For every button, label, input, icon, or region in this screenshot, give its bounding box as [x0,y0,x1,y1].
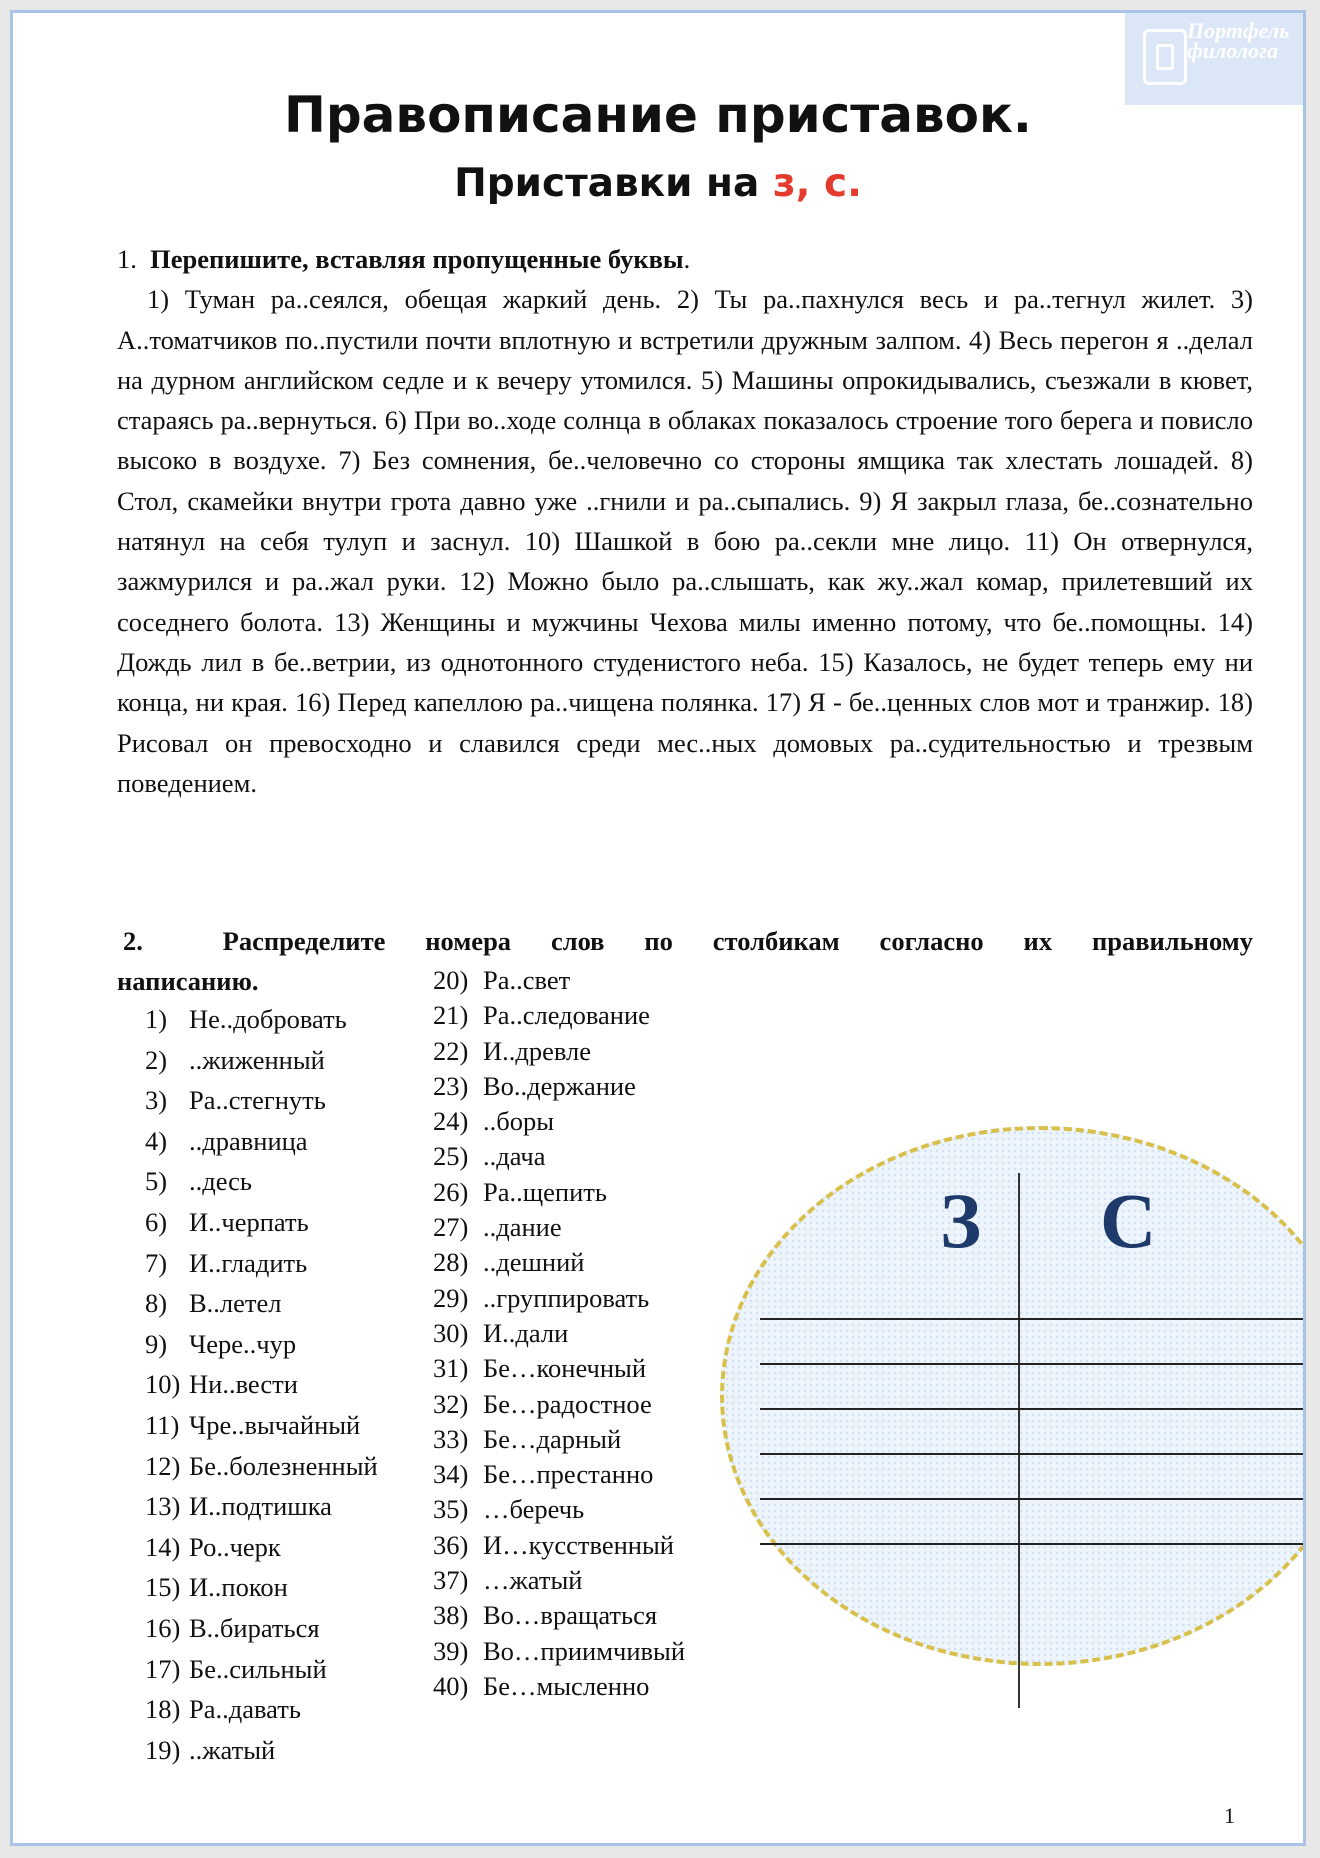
item-number: 22) [433,1035,469,1066]
list-item [145,1283,378,1324]
subtitle-highlight: з, с. [772,161,862,206]
task-2-instruction-line1 [117,921,1253,961]
list-item [145,999,378,1040]
list-item [433,1351,685,1386]
list-item [433,1563,685,1598]
item-number: 40) [433,1670,469,1701]
list-item [145,1324,378,1365]
list-item [145,1649,378,1690]
item-word: Бе…дарный [483,1423,622,1454]
item-word: Бе…конечный [483,1353,647,1384]
item-word: И..черпать [189,1206,309,1237]
list-item [433,1034,685,1069]
answer-line [760,1408,1306,1410]
item-number: 34) [433,1459,469,1490]
item-word: ..жатый [189,1734,276,1765]
task-1 [117,239,1253,803]
item-number: 21) [433,1000,469,1031]
item-number: 1) [145,1004,168,1034]
item-word: ..дравница [189,1125,308,1156]
task-1-instruction-end: . [683,244,691,274]
item-word: Чре..вычайный [189,1409,361,1440]
item-word: Во..держание [483,1070,636,1101]
item-number: 29) [433,1282,469,1313]
list-item [145,1486,378,1527]
item-number: 23) [433,1070,469,1101]
answer-line [760,1543,1306,1545]
list-item [433,1281,685,1316]
item-number: 25) [433,1141,469,1172]
item-word: Бе…радостное [483,1388,652,1419]
item-number: 39) [433,1635,469,1666]
item-word: …беречь [483,1494,585,1525]
list-item [433,1492,685,1527]
list-item [145,1527,378,1568]
list-item [433,1210,685,1245]
item-number: 20) [433,965,469,995]
column-header-s: С [1100,1177,1157,1264]
answer-line [760,1453,1306,1455]
list-item [433,1422,685,1457]
list-item [433,1139,685,1174]
list-item [433,1598,685,1633]
item-number: 8) [145,1288,168,1319]
column-header-z: З [940,1177,982,1264]
item-word: И..дали [483,1317,569,1348]
list-item [433,1387,685,1422]
item-number: 11) [145,1409,180,1440]
task-1-instruction: Перепишите, вставляя пропущенные буквы [150,244,684,274]
item-word: …жатый [483,1565,583,1596]
list-item [145,1364,378,1405]
item-number: 6) [145,1206,168,1237]
list-item [145,1446,378,1487]
item-number: 14) [145,1531,181,1562]
item-number: 28) [433,1247,469,1278]
item-number: 17) [145,1653,181,1684]
item-number: 32) [433,1388,469,1419]
item-number: 36) [433,1529,469,1560]
item-word: И…кусственный [483,1529,674,1560]
list-item [145,1243,378,1284]
item-number: 7) [145,1247,168,1278]
worksheet-page [10,10,1306,1846]
list-item [433,1104,685,1139]
item-word: Бе…престанно [483,1459,654,1490]
item-number: 15) [145,1572,181,1603]
item-word: И..покон [189,1572,288,1603]
item-word: Ро..черк [189,1531,281,1562]
item-word: Бе..сильный [189,1653,327,1684]
item-number: 3) [145,1085,168,1116]
item-number: 24) [433,1106,469,1137]
item-word: Ра..давать [189,1694,301,1725]
item-number: 16) [145,1612,181,1643]
item-word: Ра..следование [483,1000,650,1031]
list-item [433,998,685,1033]
item-number: 26) [433,1176,469,1207]
task-1-number: 1. [117,244,137,274]
answer-line [760,1363,1306,1365]
item-word: ..дача [483,1141,546,1172]
task-2-heading [117,921,1253,1001]
item-word: Чере..чур [189,1328,297,1359]
item-word: Ра..стегнуть [189,1085,326,1116]
item-word: Во…приимчивый [483,1635,685,1666]
item-word: Бе…мысленно [483,1670,650,1701]
list-item [433,1634,685,1669]
list-item [433,1069,685,1104]
page-subtitle [13,159,1303,209]
list-item [145,1567,378,1608]
list-item [145,1202,378,1243]
item-number: 2) [145,1044,168,1075]
item-number: 35) [433,1494,469,1525]
list-item [433,1175,685,1210]
logo-icon [1143,29,1187,85]
item-word: ..боры [483,1106,555,1137]
list-item [433,1457,685,1492]
item-word: ..жиженный [189,1044,325,1075]
item-word: Не..добровать [189,1004,347,1034]
page-number: 1 [1224,1803,1235,1828]
answer-line [760,1318,1306,1320]
item-number: 12) [145,1450,181,1481]
logo-text: Портфель филолога [1187,18,1290,63]
task-2-number: 2. [123,926,143,956]
item-word: ..группировать [483,1282,650,1313]
item-number: 13) [145,1491,181,1522]
list-item [433,1528,685,1563]
list-item [433,1669,685,1704]
list-item [433,1245,685,1280]
item-word: Бе..болезненный [189,1450,378,1481]
item-word: И..древле [483,1035,592,1066]
item-number: 33) [433,1423,469,1454]
word-list-column-2 [433,963,685,1704]
item-word: И..подтишка [189,1491,332,1522]
item-word: В..бираться [189,1612,320,1643]
page-title: Правописание приставок. [284,86,1032,144]
list-item [145,1080,378,1121]
list-item [145,1730,378,1771]
list-item [145,1161,378,1202]
item-number: 4) [145,1125,168,1156]
item-word: Ни..вести [189,1369,298,1400]
item-number: 38) [433,1600,469,1631]
word-list-column-1 [145,999,378,1770]
item-number: 18) [145,1694,181,1725]
list-item [145,1608,378,1649]
item-word: В..летел [189,1288,282,1319]
task-1-heading [117,239,1253,279]
item-word: И..гладить [189,1247,308,1278]
item-number: 31) [433,1353,469,1384]
item-word: ..десь [189,1166,253,1197]
task-2-instruction-text: Распределите номера слов по столбикам согласно их правильному [222,926,1253,956]
list-item [145,1405,378,1446]
list-item [433,963,685,998]
task-2-instruction-line2: написанию. [117,966,259,996]
task-1-text: 1) Туман ра..сеялся, обещая жаркий день. 2) Ты ра..пахнулся весь и ра..тегнул жилет. 3) А..томатчиков по..пустили почти вплотную и встретили дружным залпом. 4) Весь перегон я ..делал на дурном английском седле и к вечеру утомился. 5) Машины опрокидывались, съезжали в кювет, стараясь ра..вернуться. 6) При во..ходе солнца в облаках показалось строение того берега и повисло высоко в воздухе. 7) Без сомнения, бе..человечно со стороны ямщика так хлестать лошадей. 8) Стол, скамейки внутри грота давно уже ..гнили и ра..сыпались. 9) Я закрыл глаза, бе..сознательно натянул на себя тулуп и заснул. 10) Шашкой в бою ра..секли мне лицо. 11) Он отвернулся, зажмурился и ра..жал руки. 12) Можно было ра..слышать, как жу..жал комар, прилетевший их соседнего болота. 13) Женщины и мужчины Чехова милы именно потому, что бе..помощны. 14) Дождь лил в бе..ветрии, из однотонного студенистого неба. 15) Казалось, не будет теперь ему ни конца, ни края. 16) Перед капеллою ра..чищена полянка. 17) Я - бе..ценных слов мот и транжир. 18) Рисовал он превосходно и славился среди мес..ных домовых ра..судительностью и трезвым поведением. [117,284,1253,798]
answer-table-divider [1018,1173,1020,1708]
list-item [145,1689,378,1730]
item-number: 10) [145,1369,181,1400]
list-item [145,1121,378,1162]
item-word: Во…вращаться [483,1600,658,1631]
answer-line [760,1498,1306,1500]
item-word: ..дешний [483,1247,585,1278]
list-item [145,1040,378,1081]
item-number: 19) [145,1734,181,1765]
item-word: Ра..щепить [483,1176,607,1207]
item-number: 9) [145,1328,168,1359]
answer-oval [720,1126,1306,1666]
item-number: 5) [145,1166,168,1197]
item-word: Ра..свет [483,965,571,995]
item-number: 37) [433,1565,469,1596]
subtitle-prefix: Приставки на [454,161,773,206]
item-number: 30) [433,1317,469,1348]
list-item [433,1316,685,1351]
item-number: 27) [433,1212,469,1243]
item-word: ..дание [483,1212,562,1243]
